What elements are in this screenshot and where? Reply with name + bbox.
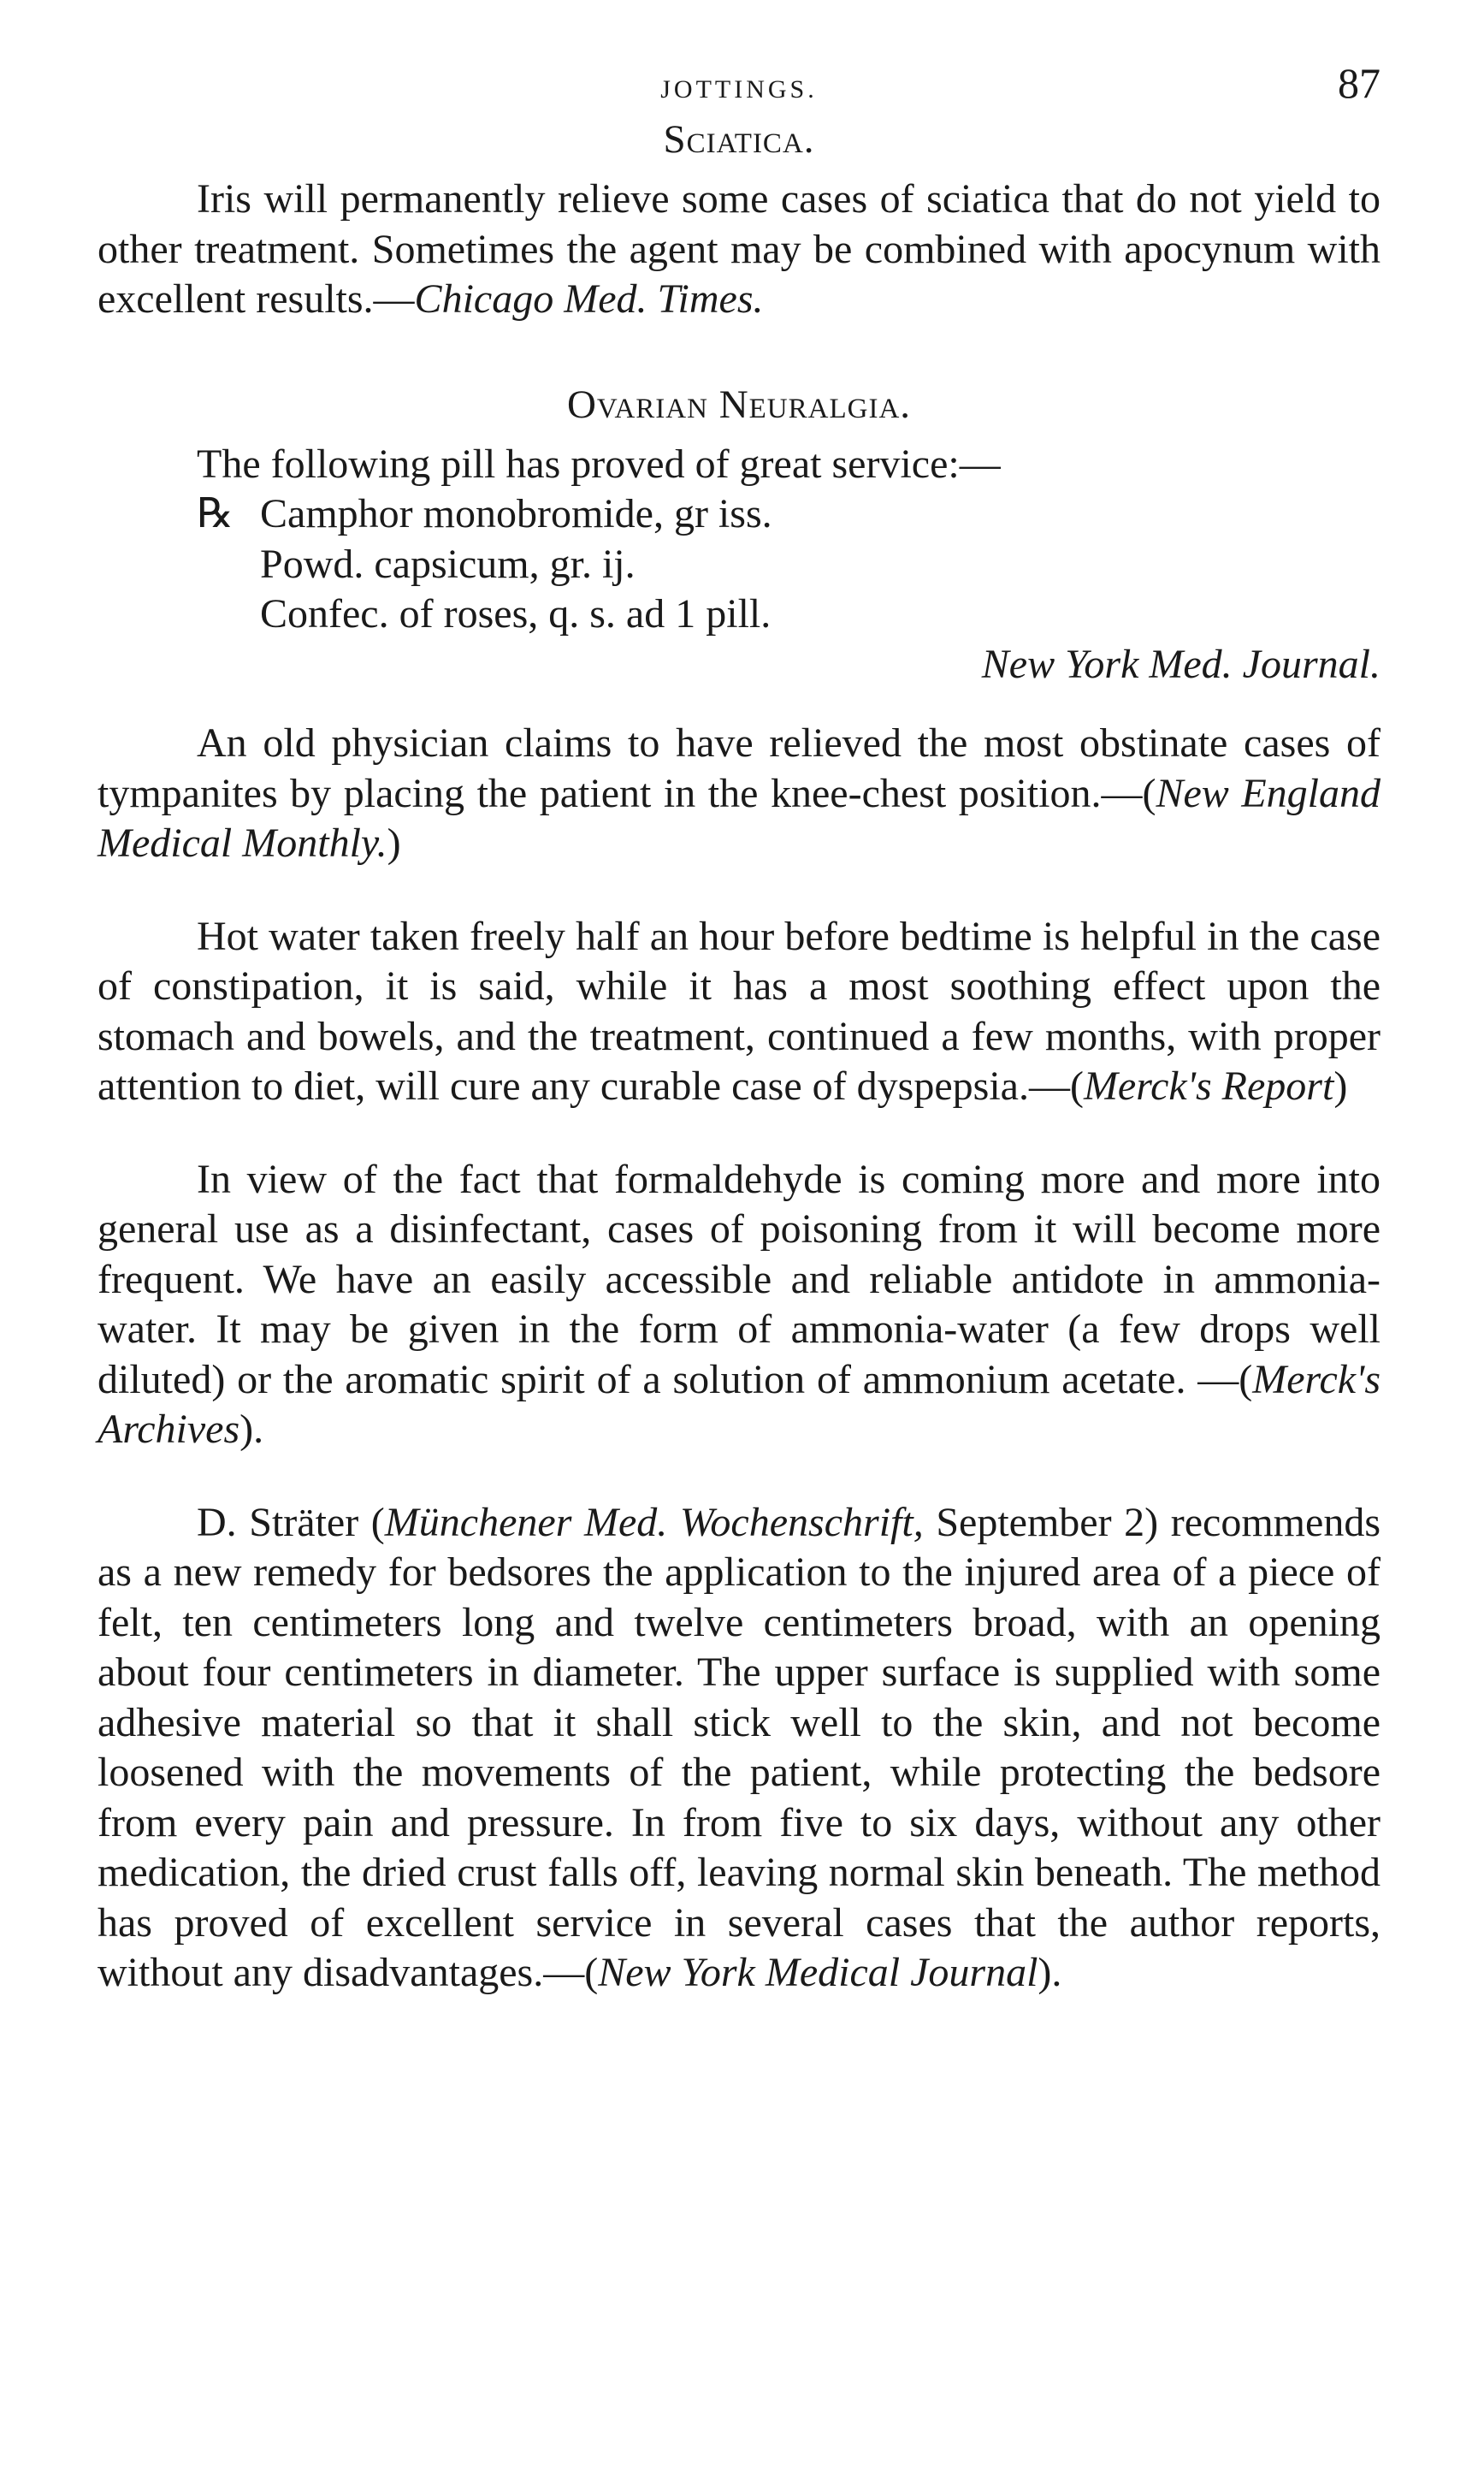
hot-water-source: Merck's Report (1083, 1063, 1334, 1109)
formaldehyde-text: In view of the fact that formaldehyde is coming more and more into general use as a disinfectant, cases of poisoning from it will become more frequent. We have an easily accessible and reliable antidote in ammonia-water. It may be given in the form of ammonia-water (a few drops well diluted) or the aromatic spirit of a solution of ammonium acetate. —( (98, 1156, 1381, 1402)
tympanites-source: New England Medical Monthly. (98, 770, 1381, 866)
page (98, 51, 1381, 1999)
tympanites-text: An old physician claims to have relieved the most obstinate cases of tympanites by placing the patient in the knee-chest position.—( (98, 720, 1381, 816)
prescription-line (98, 489, 1381, 540)
hot-water-text: Hot water taken freely half an hour before bedtime is helpful in the case of constipation, it is said, while it has a most soothing effect upon the stomach and bowels, and the treatment, continued a few months, with proper attention to diet, will cure any curable case of dyspepsia.—( (98, 913, 1381, 1109)
rx-symbol: ℞ (197, 491, 234, 536)
prescription-intro: The following pill has proved of great service:— (197, 441, 1001, 487)
paragraph-bedsores (98, 1498, 1381, 1999)
running-head (98, 51, 1381, 107)
sciatica-source: Chicago Med. Times. (414, 276, 764, 322)
bedsores-text: September 2) recommends as a new remedy for bedsores the application to the injured area of a piece of felt, ten centimeters long and twelve centimeters broad, with an opening about four centimeters in diameter. The upper surface is supplied with some adhesive material so that it shall stick well to the skin, and not become loosened with the movements of the patient, while protecting the bedsore from every pain and pressure. In from five to six days, without any other medication, the dried crust falls off, leaving normal skin beneath. The method has proved of excellent service in several cases that the author reports, without any disadvantages.—( (98, 1499, 1381, 1995)
ovarian-neuralgia-source: New York Med. Journal. (981, 641, 1381, 687)
heading-sciatica: Sciatica. (663, 117, 815, 162)
bedsores-close: ). (1038, 1950, 1062, 1995)
prescription-line (98, 540, 1381, 590)
prescription-item: Confec. of roses, q. s. ad 1 pill. (260, 591, 772, 637)
paragraph-tympanites (98, 719, 1381, 869)
paragraph-sciatica (98, 175, 1381, 325)
formaldehyde-source: Merck's Archives (98, 1356, 1381, 1452)
heading-ovarian-neuralgia: Ovarian Neuralgia. (566, 382, 912, 427)
sciatica-text: Iris will permanently relieve some cases of sciatica that do not yield to other treatment. Sometimes the agent may be combined with apocynum with excellent results.— (98, 176, 1381, 322)
paragraph-hot-water (98, 912, 1381, 1112)
tympanites-close: ) (387, 820, 401, 866)
prescription-item: Camphor monobromide, gr iss. (260, 491, 772, 536)
hot-water-close: ) (1333, 1063, 1348, 1109)
formaldehyde-close: ). (239, 1407, 264, 1452)
page-number: 87 (1338, 59, 1381, 107)
bedsores-journal: Münchener Med. Wochenschrift, (384, 1499, 924, 1545)
prescription-line (98, 589, 1381, 640)
prescription-item: Powd. capsicum, gr. ij. (260, 541, 636, 587)
running-title: JOTTINGS. (660, 75, 818, 104)
paragraph-formaldehyde (98, 1155, 1381, 1455)
bedsores-lead: D. Sträter ( (197, 1499, 385, 1545)
bedsores-source: New York Medical Journal (598, 1950, 1038, 1995)
